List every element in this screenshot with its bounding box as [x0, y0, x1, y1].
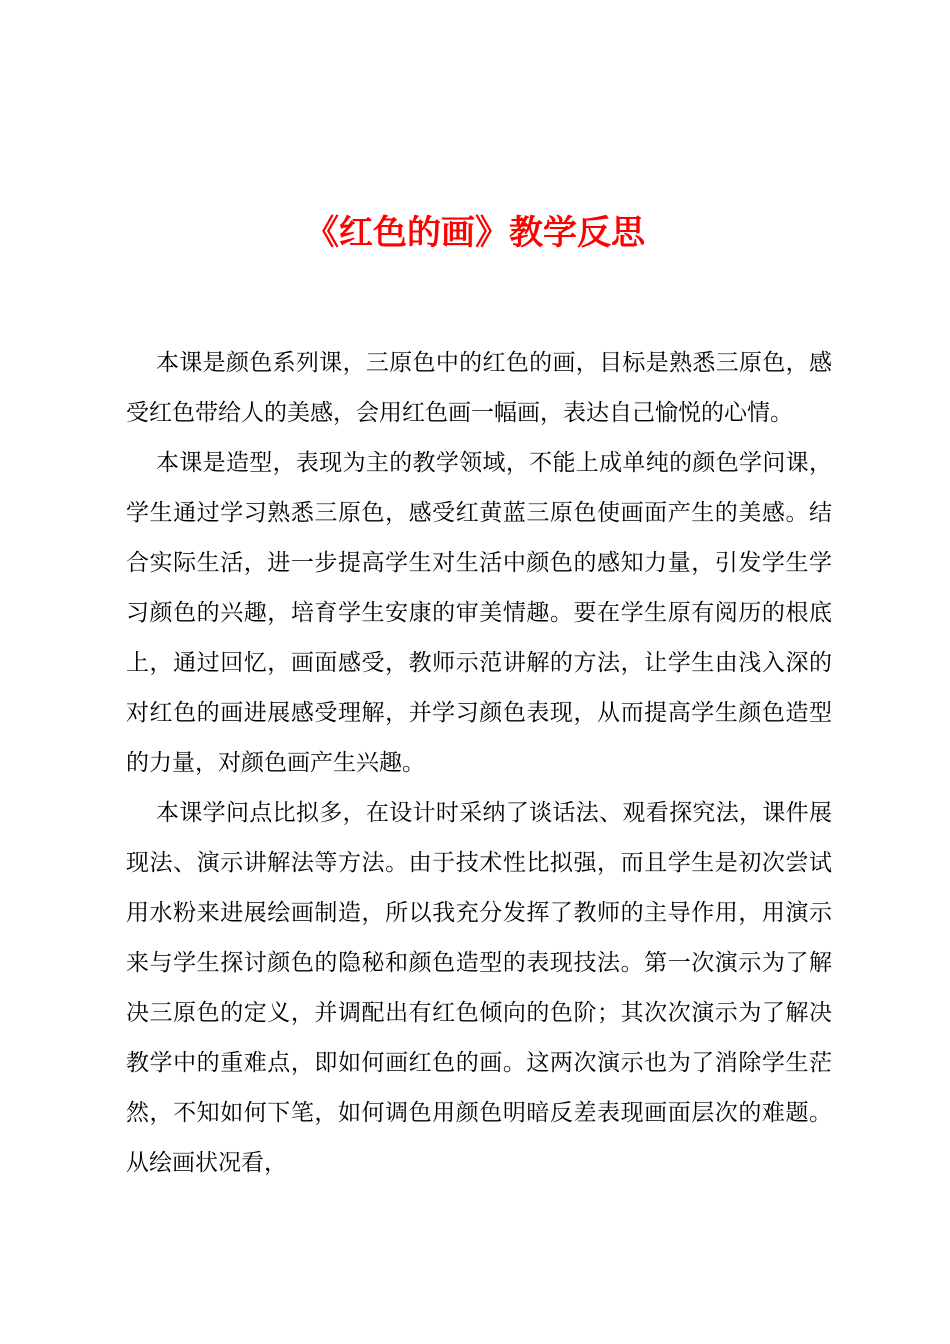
document-body	[126, 338, 832, 1188]
document-title: 《红色的画》教学反思	[305, 213, 645, 253]
paragraph-3: 本课学问点比拟多，在设计时采纳了谈话法、观看探究法，课件展现法、演示讲解法等方法。由于技术性比拟强，而且学生是初次尝试用水粉来进展绘画制造，所以我充分发挥了教师的主导作用，用演示来与学生探讨颜色的隐秘和颜色造型的表现技法。第一次演示为了解决三原色的定义，并调配出有红色倾向的色阶；其次次演示为了解决教学中的重难点，即如何画红色的画。这两次演示也为了消除学生茫然，不知如何下笔，如何调色用颜色明暗反差表现画面层次的难题。从绘画状况看，	[126, 800, 832, 1176]
paragraph-1: 本课是颜色系列课，三原色中的红色的画，目标是熟悉三原色，感受红色带给人的美感，会用红色画一幅画，表达自己愉悦的心情。	[126, 350, 832, 426]
paragraph-2: 本课是造型，表现为主的教学领域，不能上成单纯的颜色学问课，学生通过学习熟悉三原色，感受红黄蓝三原色使画面产生的美感。结合实际生活，进一步提高学生对生活中颜色的感知力量，引发学生学习颜色的兴趣，培育学生安康的审美情趣。要在学生原有阅历的根底上，通过回忆，画面感受，教师示范讲解的方法，让学生由浅入深的对红色的画进展感受理解，并学习颜色表现，从而提高学生颜色造型的力量，对颜色画产生兴趣。	[126, 450, 832, 776]
